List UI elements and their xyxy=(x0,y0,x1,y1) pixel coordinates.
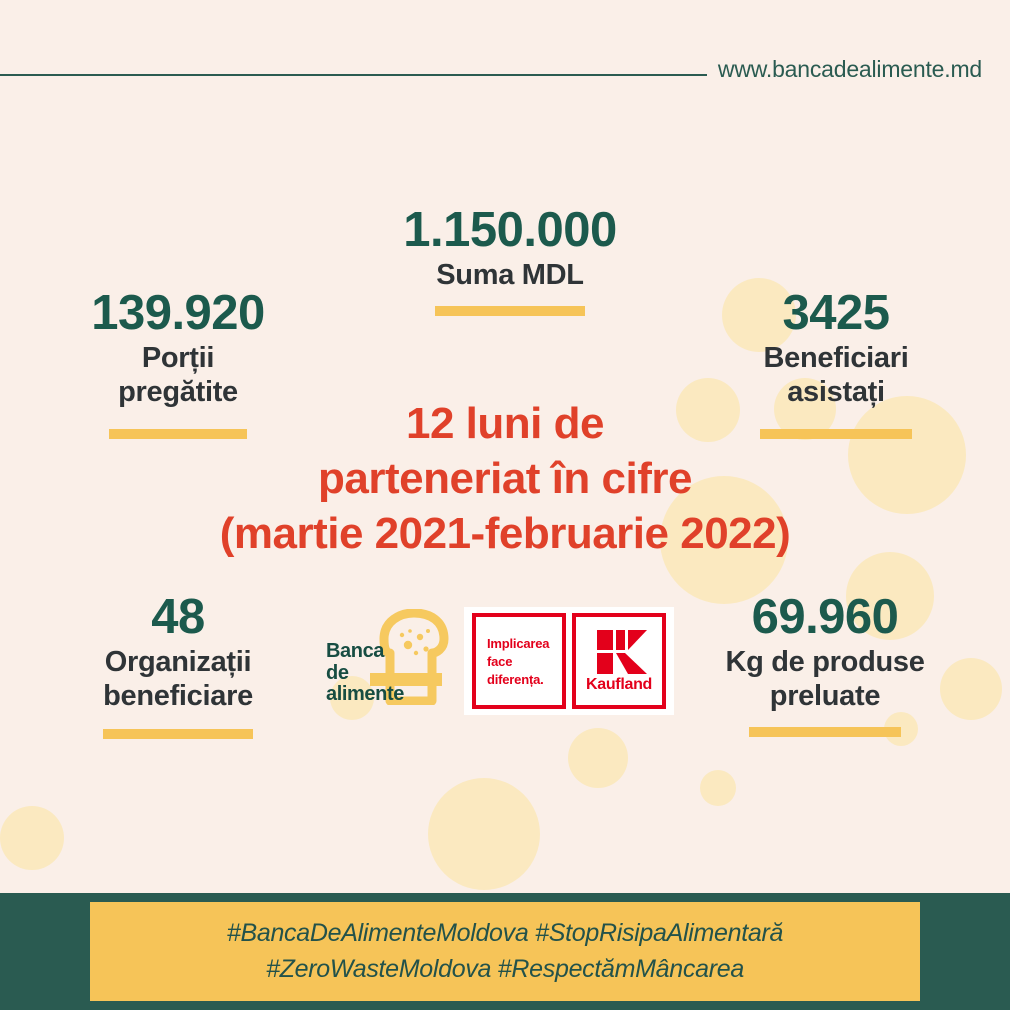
stat-label-line-1: Organizații xyxy=(104,645,252,678)
banca-wordmark-line-1: Banca xyxy=(326,640,385,662)
header xyxy=(0,56,1010,96)
website-url: www.bancadealimente.md xyxy=(717,56,982,82)
stat-suma-mdl xyxy=(372,205,648,316)
stat-number: 139.920 xyxy=(91,286,265,340)
stat-kg-produse-preluate xyxy=(700,592,950,737)
banca-wordmark-line-3: alimente xyxy=(326,683,404,706)
hashtag-line-2: #ZeroWasteMoldova #RespectămMâncarea xyxy=(266,954,744,983)
stat-underline xyxy=(103,729,253,739)
stat-label xyxy=(700,645,950,713)
kaufland-k-icon xyxy=(597,630,647,674)
decorative-circle xyxy=(700,770,736,806)
stat-number: 3425 xyxy=(782,286,890,340)
hashtags-box xyxy=(90,902,920,1001)
stat-organizatii-beneficiare xyxy=(62,592,294,739)
stat-label-line-1: Kg de produse xyxy=(725,645,925,678)
decorative-circle xyxy=(568,728,628,788)
kaufland-slogan-line-2: face xyxy=(487,653,513,669)
banca-de-alimente-wordmark xyxy=(326,641,404,706)
decorative-circle xyxy=(0,806,64,870)
headline-line-3: (martie 2021-februarie 2022) xyxy=(219,509,791,558)
stat-label-line-2: pregătite xyxy=(118,376,238,409)
stat-label-line-2: preluate xyxy=(769,680,881,713)
hashtag-line-1: #BancaDeAlimenteMoldova #StopRisipaAlimentară xyxy=(226,919,784,947)
kaufland-slogan-line-3: diferența. xyxy=(487,671,544,687)
kaufland-slogan-text xyxy=(487,635,549,689)
stat-label-line-1: Suma MDL xyxy=(436,258,584,291)
footer-band xyxy=(0,893,1010,1010)
stat-label-line-2: asistați xyxy=(787,376,885,409)
headline-line-2: parteneriat în cifre xyxy=(318,454,692,503)
stat-label-line-2: beneficiare xyxy=(103,680,253,713)
kaufland-slogan-line-1: Implicarea xyxy=(487,636,550,651)
headline xyxy=(215,396,795,561)
stat-number: 1.150.000 xyxy=(403,203,617,257)
decorative-circle xyxy=(428,778,540,890)
kaufland-slogan-box xyxy=(472,613,566,709)
stat-label-line-1: Beneficiari xyxy=(763,341,909,374)
stat-underline xyxy=(749,727,901,737)
stat-label xyxy=(372,258,648,292)
kaufland-logo-group xyxy=(464,607,674,715)
stat-label xyxy=(62,645,294,713)
headline-line-1: 12 luni de xyxy=(406,399,604,448)
banca-de-alimente-logo xyxy=(326,609,456,713)
kaufland-brand-box xyxy=(572,613,666,709)
stat-label-line-1: Porții xyxy=(141,341,215,374)
stat-number: 69.960 xyxy=(751,590,899,644)
kaufland-wordmark: Kaufland xyxy=(585,676,653,693)
stat-number: 48 xyxy=(151,590,205,644)
stat-underline xyxy=(435,306,585,316)
logos-row xyxy=(326,605,674,717)
header-divider-line xyxy=(0,74,707,76)
banca-wordmark-line-2: de xyxy=(326,661,349,684)
